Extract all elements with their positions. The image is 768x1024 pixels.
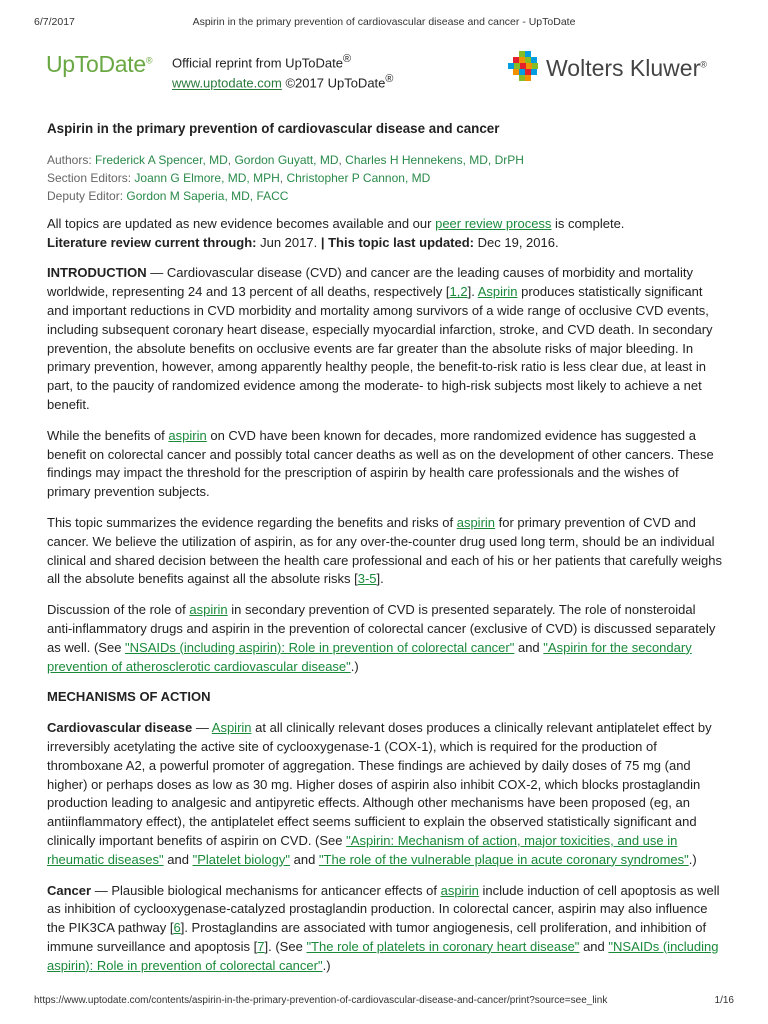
print-date: 6/7/2017 <box>34 16 75 28</box>
update-notice: All topics are updated as new evidence becomes available and our peer review process is complete. Literature review current through: Jun 2017. | This topic last updated: Dec 19, 2016. <box>47 215 625 250</box>
summary-paragraph: This topic summarizes the evidence regarding the benefits and risks of aspirin for primary prevention of CVD and cancer. We believe the utilization of aspirin, as for any over-the-counter drug used long term, should be an individual clinical and shared decision between the health care professional and each of his or her patients that carefully weighs all the absolute benefits against all the absolute risks [3-5]. <box>47 514 722 587</box>
reprint-notice: Official reprint from UpToDate® www.uptodate.com ©2017 UpToDate® <box>172 53 394 91</box>
benefits-paragraph: While the benefits of aspirin on CVD have been known for decades, more randomized evidence has suggested a benefit on colorectal cancer and possibly total cancer deaths as well as on the development of other cancers. These findings may impact the threshold for the prescription of aspirin by health care professionals and the wishes of primary prevention subjects. <box>47 427 714 500</box>
topic-link[interactable]: "The role of platelets in coronary heart disease" <box>306 938 580 954</box>
author-link[interactable]: Frederick A Spencer, MD <box>95 152 228 167</box>
editor-link[interactable]: Christopher P Cannon, MD <box>286 170 431 185</box>
reference-link[interactable]: 1,2 <box>449 284 468 300</box>
deputy-editor-line: Deputy Editor: Gordon M Saperia, MD, FACC <box>47 188 289 203</box>
drug-link-aspirin[interactable]: Aspirin <box>477 284 518 300</box>
wolters-kluwer-mark-icon <box>508 51 542 85</box>
discussion-paragraph: Discussion of the role of aspirin in secondary prevention of CVD is presented separately. The role of nonsteroidal anti-inflammatory drugs and aspirin in the prevention of colorectal cancer (exclusive of CVD) is discussed separately as well. (See "NSAIDs (including aspirin): Role in prevention of colorectal cancer" and "Aspirin for the secondary prevention of atherosclerotic cardiovascular disease".) <box>47 602 716 674</box>
print-url: https://www.uptodate.com/contents/aspirin-in-the-primary-prevention-of-cardiovascular-disease-and-cancer/print?source=see_link <box>34 995 608 1006</box>
reference-link[interactable]: 7 <box>257 938 265 954</box>
editor-link[interactable]: Joann G Elmore, MD, MPH <box>134 170 280 185</box>
introduction-paragraph: INTRODUCTION — Cardiovascular disease (CVD) and cancer are the leading causes of morbidity and mortality worldwide, representing 24 and 13 percent of all deaths, respectively [1,2]. Aspirin produces statistically significant and important reductions in CVD morbidity and mortality among survivors of a wide range of occlusive CVD events, including subsequent coronary heart disease, especially myocardial infarction, stroke, and CVD death. In secondary prevention, the absolute benefits on occlusive events are far greater than the absolute risks of major bleeding. In primary prevention, however, among apparently healthy people, the benefit-to-risk ratio is less clear due, at least in part, to the paucity of randomized evidence among the moderate- to high-risk subjects most likely to achieve a net benefit. <box>47 265 713 412</box>
peer-review-link[interactable]: peer review process <box>435 215 552 231</box>
topic-link[interactable]: "Platelet biology" <box>192 851 290 867</box>
reference-link[interactable]: 3-5 <box>357 571 377 587</box>
cardiovascular-paragraph: Cardiovascular disease — Aspirin at all clinically relevant doses produces a clinically relevant antiplatelet effect by irreversibly acetylating the active site of cyclooxygenase-1 (COX-1), which is required for the production of thromboxane A2, a powerful promoter of aggregation. These findings are achieved by daily doses of 75 mg (and higher) or perhaps doses as low as 30 mg. Higher doses of aspirin also inhibit COX-2, which blocks prostaglandin production leading to analgesic and antipyretic effects. Although other mechanisms have been proposed (eg, an antiinflammatory effect), the antiplatelet effect seems sufficient to explain the observed statistically significant and clinically important benefits of aspirin on CVD. (See "Aspirin: Mechanism of action, major toxicities, and use in rheumatic diseases" and "Platelet biology" and "The role of the vulnerable plaque in acute coronary syndromes".) <box>47 720 712 867</box>
print-title: Aspirin in the primary prevention of cardiovascular disease and cancer - UpToDate <box>192 16 576 28</box>
uptodate-site-link[interactable]: www.uptodate.com <box>172 75 282 91</box>
drug-link-aspirin[interactable]: Aspirin <box>211 720 252 736</box>
authors-line: Authors: Frederick A Spencer, MD, Gordon Guyatt, MD, Charles H Hennekens, MD, DrPH <box>47 152 524 167</box>
deputy-editor-link[interactable]: Gordon M Saperia, MD, FACC <box>126 188 289 203</box>
uptodate-logo: UpToDate® <box>46 51 153 77</box>
drug-link-aspirin[interactable]: aspirin <box>456 514 496 530</box>
cancer-paragraph: Cancer — Plausible biological mechanisms for anticancer effects of aspirin include induction of cell apoptosis as well as inhibition of cyclooxygenase-catalyzed prostaglandin production. In colorectal cancer, aspirin may also influence the PIK3CA pathway [6]. Prostaglandins are associated with tumor angiogenesis, cell proliferation, and inhibition of immune surveillance and apoptosis [7]. (See "The role of platelets in coronary heart disease" and "NSAIDs (including aspirin): Role in prevention of colorectal cancer".) <box>47 882 720 973</box>
topic-link[interactable]: "Aspirin: Mechanism of action, major toxicities, and use in rheumatic diseases" <box>47 832 678 867</box>
section-heading: INTRODUCTION <box>47 265 147 281</box>
subsection-heading: Cancer <box>47 882 92 898</box>
print-header <box>34 16 734 30</box>
drug-link-aspirin[interactable]: aspirin <box>189 602 228 618</box>
subsection-heading: Cardiovascular disease <box>47 720 193 736</box>
section-editors-line: Section Editors: Joann G Elmore, MD, MPH, Christopher P Cannon, MD <box>47 170 431 185</box>
author-link[interactable]: Gordon Guyatt, MD <box>234 152 339 167</box>
author-link[interactable]: Charles H Hennekens, MD, DrPH <box>345 152 524 167</box>
page-number: 1/16 <box>714 995 734 1006</box>
reference-link[interactable]: 6 <box>173 920 181 936</box>
topic-link[interactable]: "NSAIDs (including aspirin): Role in prevention of colorectal cancer" <box>47 938 719 973</box>
mechanisms-heading: MECHANISMS OF ACTION <box>47 689 211 705</box>
drug-link-aspirin[interactable]: aspirin <box>168 427 207 443</box>
article-title: Aspirin in the primary prevention of cardiovascular disease and cancer <box>47 121 500 136</box>
article <box>47 120 722 987</box>
topic-link[interactable]: "The role of the vulnerable plaque in acute coronary syndromes" <box>318 851 689 867</box>
topic-link[interactable]: "NSAIDs (including aspirin): Role in prevention of colorectal cancer" <box>125 639 515 655</box>
topic-link[interactable]: "Aspirin for the secondary prevention of atherosclerotic cardiovascular disease" <box>47 639 692 674</box>
drug-link-aspirin[interactable]: aspirin <box>440 882 479 898</box>
